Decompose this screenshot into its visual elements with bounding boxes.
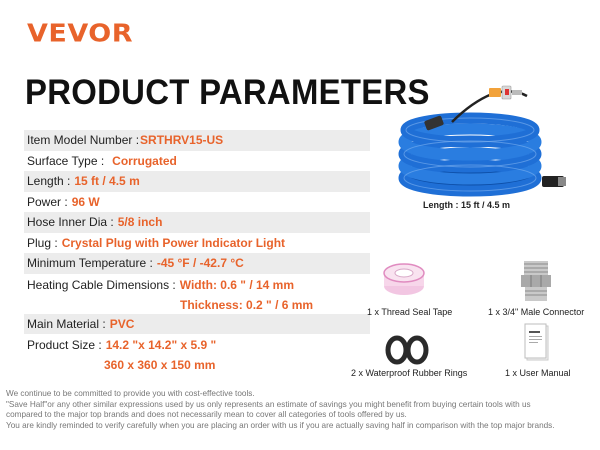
spec-label: Plug : bbox=[27, 235, 58, 250]
accessory-caption: 2 x Waterproof Rubber Rings bbox=[351, 368, 468, 378]
spec-value: 96 W bbox=[71, 194, 100, 209]
thread-seal-tape-icon bbox=[381, 259, 427, 299]
page-title: PRODUCT PARAMETERS bbox=[25, 73, 430, 112]
disclaimer-line: We continue to be committed to provide you with cost-effective tools. bbox=[6, 389, 255, 398]
spec-row-cable-dims bbox=[24, 274, 370, 314]
spec-table bbox=[24, 130, 370, 374]
disclaimer bbox=[6, 389, 598, 431]
spec-label: Power : bbox=[27, 194, 68, 209]
spec-row-inner-dia bbox=[24, 212, 370, 233]
heated-hose-image bbox=[392, 82, 572, 200]
spec-value: 15 ft / 4.5 m bbox=[74, 174, 140, 189]
spec-value: Width: 0.6 " / 14 mm bbox=[179, 277, 295, 292]
spec-label: Item Model Number : bbox=[27, 133, 140, 148]
spec-label: Length : bbox=[27, 174, 71, 189]
spec-value: Corrugated bbox=[112, 153, 177, 168]
spec-value: PVC bbox=[109, 316, 135, 331]
spec-label: Product Size : bbox=[27, 338, 102, 352]
spec-value: SRTHRV15-US bbox=[140, 133, 224, 148]
spec-value: 5/8 inch bbox=[117, 215, 163, 230]
accessory-caption: 1 x Thread Seal Tape bbox=[367, 307, 453, 317]
spec-value: 14.2 "x 14.2" x 5.9 " bbox=[105, 338, 217, 352]
spec-row-length bbox=[24, 171, 370, 192]
spec-label: Minimum Temperature : bbox=[27, 256, 153, 271]
spec-label: Main Material : bbox=[27, 316, 106, 331]
accessory-caption: 1 x User Manual bbox=[505, 368, 571, 378]
disclaimer-line: You are kindly reminded to verify carefully when you are placing an order with us if you are actually saving half in comparison with the top major brands. bbox=[6, 420, 555, 430]
product-length-caption: Length : 15 ft / 4.5 m bbox=[423, 200, 511, 210]
spec-row-plug bbox=[24, 233, 370, 254]
spec-value-secondary: 360 x 360 x 150 mm bbox=[104, 358, 216, 372]
spec-row-material bbox=[24, 314, 370, 335]
spec-row-model bbox=[24, 130, 370, 151]
spec-row-power bbox=[24, 192, 370, 213]
male-connector-icon bbox=[518, 259, 554, 303]
spec-value: Crystal Plug with Power Indicator Light bbox=[61, 235, 286, 250]
disclaimer-line: compared to the major top brands and does not necessarily mean to cover all categories of tools offered by us. bbox=[6, 410, 407, 419]
spec-label: Heating Cable Dimensions : bbox=[27, 277, 176, 292]
rubber-rings-icon bbox=[385, 335, 429, 365]
spec-label: Surface Type : bbox=[27, 153, 105, 168]
spec-row-surface bbox=[24, 151, 370, 172]
spec-label: Hose Inner Dia : bbox=[27, 215, 114, 230]
disclaimer-line: "Save Half"or any other similar expressions used by us only represents an estimate of savings you might benefit from buying certain tools with us bbox=[6, 399, 531, 409]
brand-logo: VEVOR bbox=[27, 19, 134, 48]
spec-value-secondary: Thickness: 0.2 " / 6 mm bbox=[180, 297, 314, 312]
spec-row-min-temp bbox=[24, 253, 370, 274]
spec-row-product-size bbox=[24, 334, 370, 374]
accessory-caption: 1 x 3/4" Male Connector bbox=[488, 307, 585, 317]
spec-value: -45 °F / -42.7 °C bbox=[156, 256, 244, 271]
user-manual-icon bbox=[523, 323, 551, 363]
